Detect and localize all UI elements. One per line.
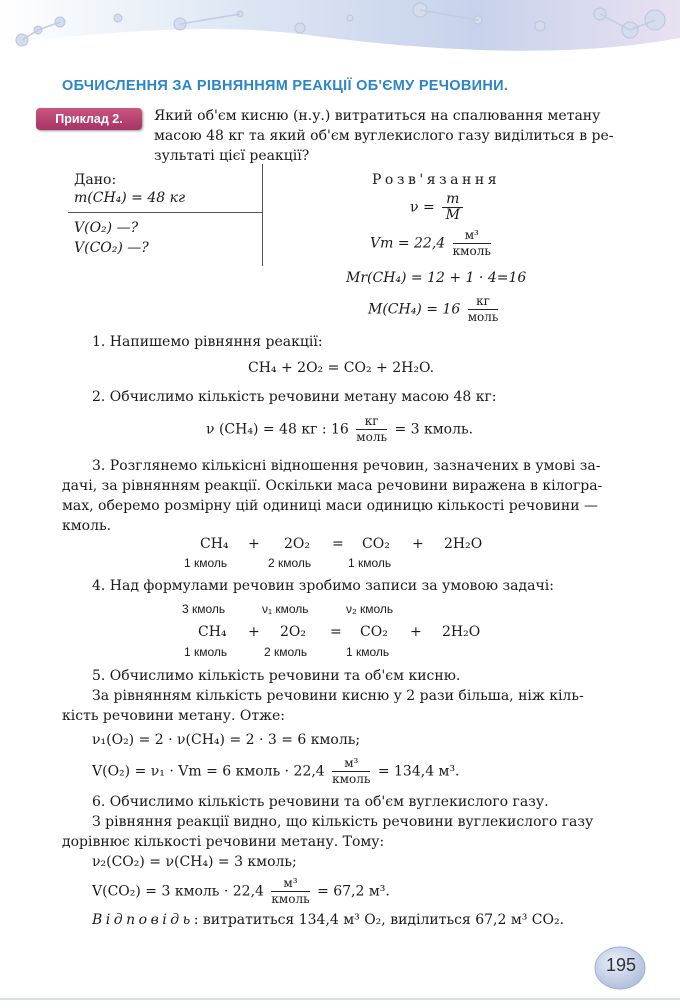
molar-volume-den: кмоль <box>452 244 491 258</box>
step-6-line-2: дорівнює кількості речовини метану. Тому: <box>62 834 385 850</box>
above-term: 3 кмоль <box>182 602 226 616</box>
step-3-line-4: кмоль. <box>62 518 112 534</box>
step-5: 5. Обчислимо кількість речовини та об'єм кисню. <box>92 668 461 684</box>
co2-amount-equation: ν₂(CO₂) = ν(CH₄) = 3 кмоль; <box>92 854 297 870</box>
reaction-term: 2H₂O <box>444 536 483 552</box>
reaction-unit: 1 кмоль <box>184 645 228 659</box>
oxygen-volume-equation <box>92 756 460 787</box>
step-3-line-1: 3. Розглянемо кількісні відношення речовин, зазначених в умові за- <box>92 458 601 474</box>
reaction-term: 2O₂ <box>280 624 306 640</box>
step-5-line-1: За рівнянням кількість речовини кисню у 2 рази більша, ніж кіль- <box>92 688 584 704</box>
find-oxygen-volume: V(O₂) —? <box>74 220 139 236</box>
step-5-line-2: кість речовини метану. Отже: <box>62 708 285 724</box>
methane-amount-left: ν (CH₄) = 48 кг : 16 <box>206 421 349 438</box>
reaction-term: + <box>248 624 260 640</box>
methane-amount-right: = 3 кмоль. <box>394 421 474 438</box>
above-term: ν₂ кмоль <box>346 602 394 616</box>
step-3-line-3: мах, оберемо розмірну цій одиниці маси одиницю кількості речовини — <box>62 498 599 514</box>
methane-amount-den: моль <box>356 430 388 444</box>
problem-line-2: масою 48 кг та який об'єм вуглекислого газу виділиться в ре- <box>154 128 614 144</box>
amount-formula-den: M <box>445 207 460 223</box>
co2-volume-right: = 67,2 м³. <box>317 883 390 900</box>
oxygen-volume-num: м³ <box>332 756 370 772</box>
problem-line-1: Який об'єм кисню (н.у.) витратиться на спалювання метану <box>154 108 601 124</box>
answer-label: Відповідь <box>92 912 194 928</box>
co2-volume-equation <box>92 876 390 907</box>
amount-formula-left: ν = <box>410 199 435 216</box>
given-mass: m(CH₄) = 48 кг <box>74 190 186 206</box>
section-heading: ОБЧИСЛЕННЯ ЗА РІВНЯННЯМ РЕАКЦІЇ ОБ'ЄМУ РЕЧОВИНИ. <box>62 78 509 94</box>
molar-mass-left: M(CH₄) = 16 <box>368 301 461 318</box>
reaction-term: = <box>332 536 344 552</box>
reaction-term: + <box>248 536 260 552</box>
oxygen-volume-right: = 134,4 м³. <box>377 763 460 780</box>
reaction-term: CO₂ <box>360 624 388 640</box>
step-3-line-2: дачі, за рівнянням реакції. Оскільки маса речовини виражена в кілогра- <box>62 478 603 494</box>
reaction-unit: 2 кмоль <box>264 645 308 659</box>
amount-formula-num: m <box>442 192 463 208</box>
reaction-term: 2H₂O <box>442 624 481 640</box>
given-divider-vertical <box>262 164 263 266</box>
example-badge: Приклад 2. <box>36 108 142 130</box>
step-4: 4. Над формулами речовин зробимо записи за умовою задачі: <box>92 578 554 594</box>
answer <box>92 910 564 931</box>
reaction-unit: 1 кмоль <box>348 556 392 570</box>
molar-volume-left: Vm = 22,4 <box>370 235 446 252</box>
given-divider-horizontal <box>68 212 262 213</box>
reaction-term: CO₂ <box>362 536 390 552</box>
page-number: 195 <box>605 955 637 975</box>
co2-volume-num: м³ <box>271 876 309 892</box>
step-6: 6. Обчислимо кількість речовини та об'єм вуглекислого газу. <box>92 794 549 810</box>
problem-line-3: зультаті цієї реакції? <box>154 148 310 164</box>
reaction-unit: 1 кмоль <box>346 645 390 659</box>
oxygen-amount-equation: ν₁(O₂) = 2 · ν(CH₄) = 2 · 3 = 6 кмоль; <box>92 732 361 748</box>
molar-mass-den: моль <box>467 310 499 324</box>
amount-formula <box>410 192 466 223</box>
header-decoration <box>0 0 680 70</box>
molar-volume-num: м³ <box>453 228 491 244</box>
reaction-term: CH₄ <box>200 536 229 552</box>
solution-title: Розв'язання <box>372 172 501 188</box>
co2-volume-left: V(CO₂) = 3 кмоль · 22,4 <box>92 883 264 900</box>
oxygen-volume-den: кмоль <box>332 772 371 786</box>
reaction-term: + <box>410 624 422 640</box>
molar-mass-num: кг <box>468 294 499 310</box>
co2-volume-den: кмоль <box>271 892 310 906</box>
reaction-term: + <box>412 536 424 552</box>
methane-amount-num: кг <box>356 414 387 430</box>
methane-amount-equation <box>206 414 473 445</box>
reaction-term: CH₄ <box>198 624 227 640</box>
above-term: ν₁ кмоль <box>262 602 309 616</box>
relative-molar-mass: Mr(CH₄) = 12 + 1 · 4=16 <box>346 270 527 286</box>
reaction-equation: CH₄ + 2O₂ = CO₂ + 2H₂O. <box>248 360 435 376</box>
reaction-term: = <box>330 624 342 640</box>
step-6-line-1: З рівняння реакції видно, що кількість речовини вуглекислого газу <box>92 814 594 830</box>
oxygen-volume-left: V(O₂) = ν₁ · Vm = 6 кмоль · 22,4 <box>92 763 325 780</box>
step-2: 2. Обчислимо кількість речовини метану масою 48 кг: <box>92 389 497 405</box>
molar-volume <box>370 228 494 259</box>
reaction-unit: 2 кмоль <box>268 556 312 570</box>
reaction-unit: 1 кмоль <box>184 556 228 570</box>
given-title: Дано: <box>74 172 117 188</box>
find-co2-volume: V(CO₂) —? <box>74 240 149 256</box>
reaction-term: 2O₂ <box>284 536 310 552</box>
bottom-border <box>0 998 680 1000</box>
answer-text: : витратиться 134,4 м³ O₂, виділиться 67,2 м³ CO₂. <box>193 912 565 928</box>
molar-mass <box>368 294 501 325</box>
step-1: 1. Напишемо рівняння реакції: <box>92 334 323 350</box>
